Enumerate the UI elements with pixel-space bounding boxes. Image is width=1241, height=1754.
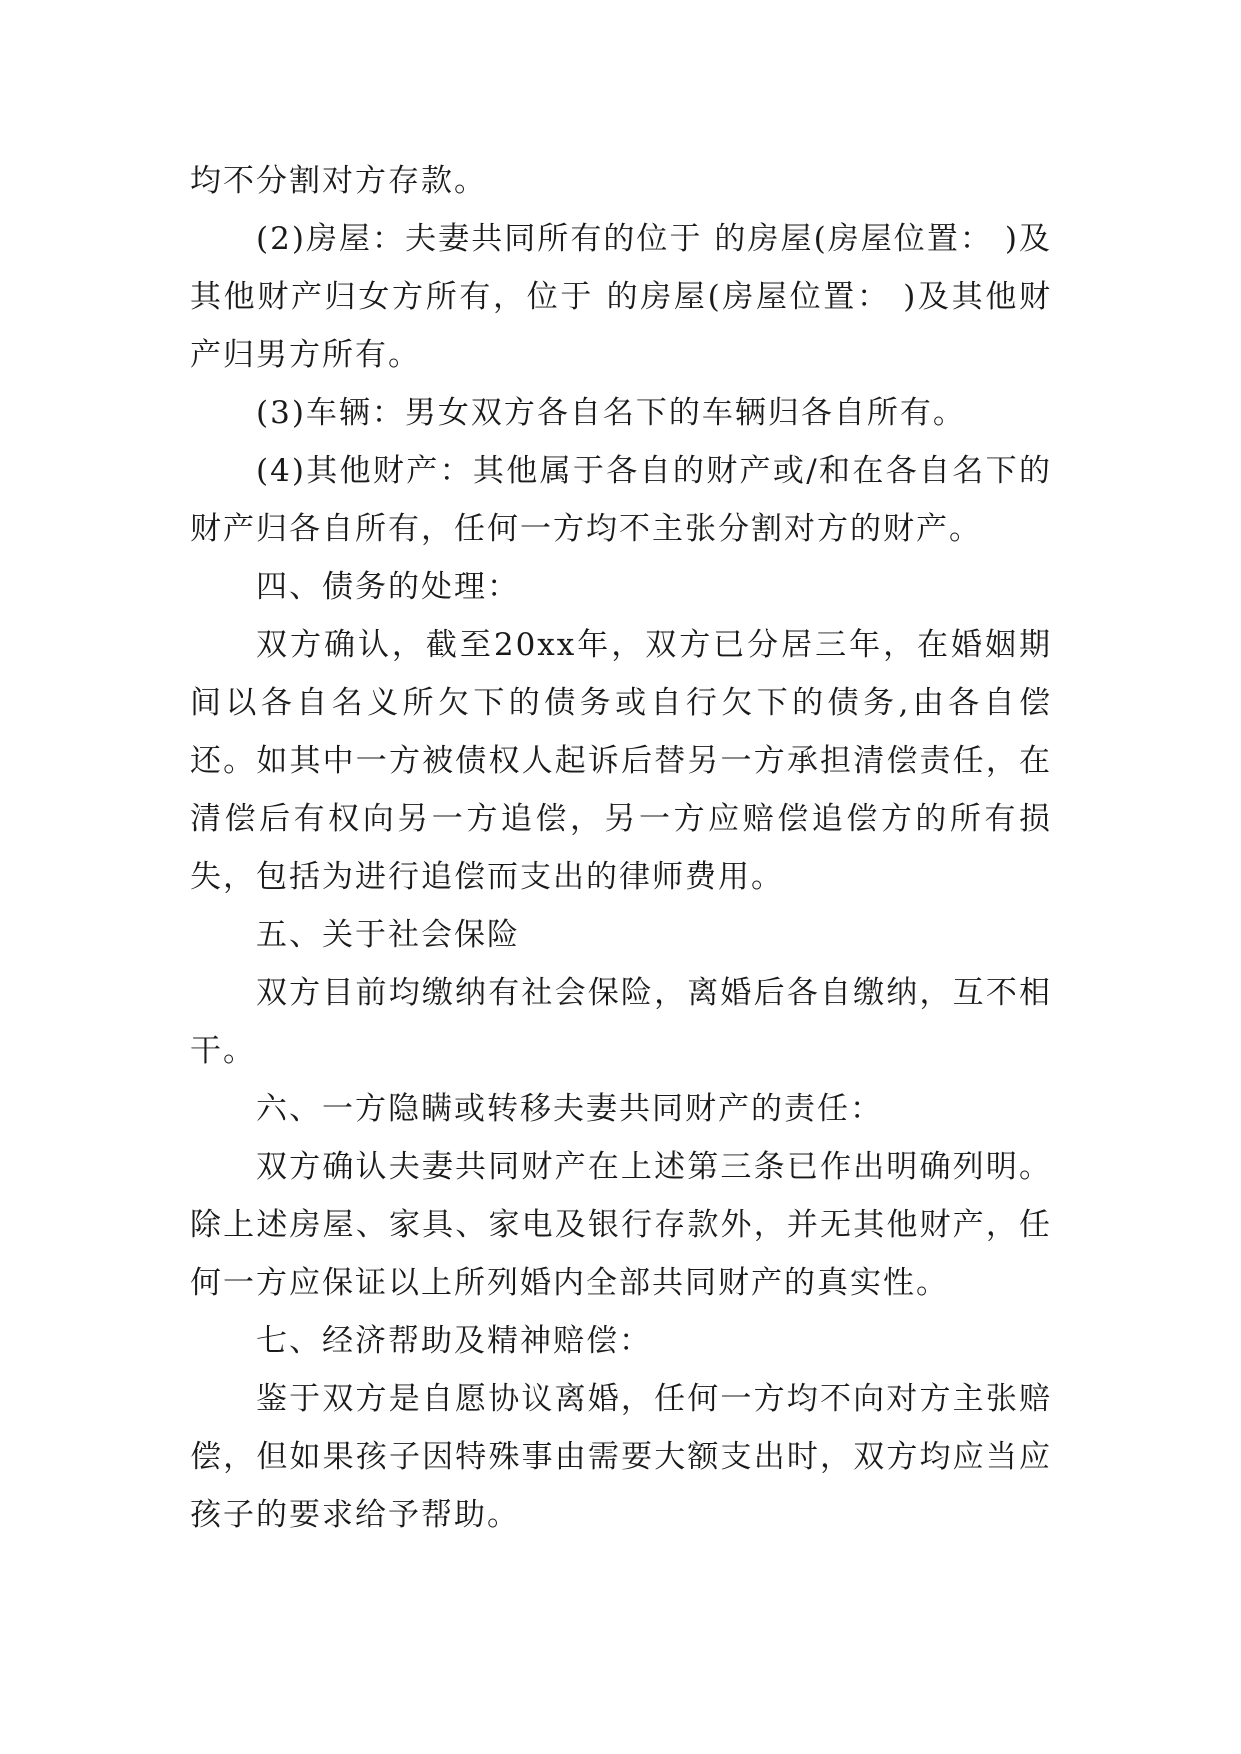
heading-concealment: 六、一方隐瞒或转移夫妻共同财产的责任： (256, 1091, 883, 1127)
paragraph-savings-continuation: 均不分割对方存款。 (190, 163, 487, 199)
paragraph-debt: 双方确认，截至20xx年，双方已分居三年，在婚姻期间以各自名义所欠下的债务或自行欠下的债务,由各自偿还。如其中一方被债权人起诉后替另一方承担清偿责任，在清偿后有权向另一方追偿，另一方应赔偿追偿方的所有损失，包括为进行追偿而支出的律师费用。 (190, 627, 1052, 895)
paragraph-social-insurance: 双方目前均缴纳有社会保险，离婚后各自缴纳，互不相干。 (190, 975, 1052, 1069)
paragraph-compensation: 鉴于双方是自愿协议离婚，任何一方均不向对方主张赔偿，但如果孩子因特殊事由需要大额支出时，双方均应当应孩子的要求给予帮助。 (190, 1381, 1052, 1533)
paragraph-vehicle: (3)车辆：男女双方各自名下的车辆归各自所有。 (256, 395, 966, 431)
paragraph-house: (2)房屋：夫妻共同所有的位于 的房屋(房屋位置： )及其他财产归女方所有，位于 的房屋(房屋位置： )及其他财产归男方所有。 (190, 221, 1052, 373)
paragraph-concealment: 双方确认夫妻共同财产在上述第三条已作出明确列明。除上述房屋、家具、家电及银行存款外，并无其他财产，任何一方应保证以上所列婚内全部共同财产的真实性。 (190, 1149, 1052, 1301)
heading-social-insurance: 五、关于社会保险 (256, 917, 520, 953)
paragraph-other-property: (4)其他财产：其他属于各自的财产或/和在各自名下的财产归各自所有，任何一方均不主张分割对方的财产。 (190, 453, 1052, 547)
heading-compensation: 七、经济帮助及精神赔偿： (256, 1323, 652, 1359)
heading-debt: 四、债务的处理： (256, 569, 520, 605)
document-body (190, 152, 1052, 1544)
